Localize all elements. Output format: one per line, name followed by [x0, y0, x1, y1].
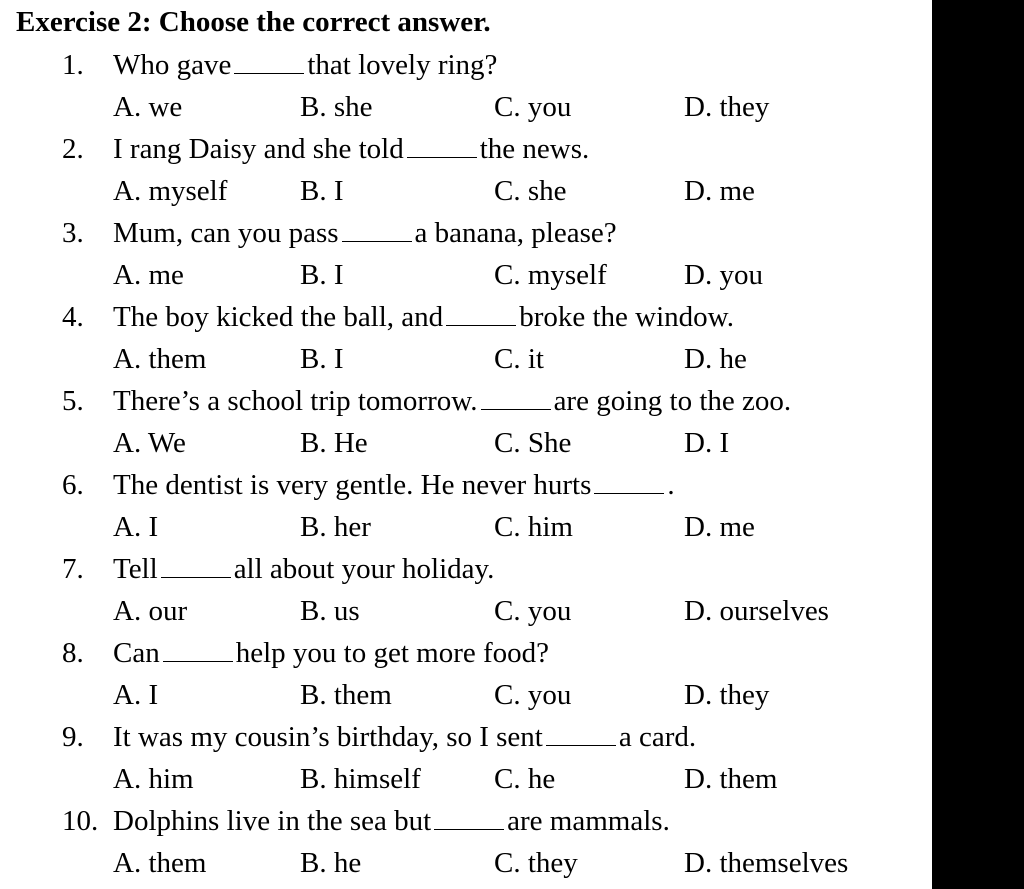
option-d: D. he: [684, 343, 747, 375]
question-number: 5.: [62, 385, 84, 417]
option-b: B. he: [300, 847, 362, 879]
option-c: C. they: [494, 847, 578, 879]
question-text: [113, 548, 494, 590]
question-7: [0, 548, 932, 632]
question-text-after: .: [667, 469, 675, 501]
question-text-after: help you to get more food?: [235, 637, 549, 669]
question-text-before: Can: [113, 637, 160, 669]
question-number: 8.: [62, 637, 84, 669]
option-d: D. themselves: [684, 847, 849, 879]
option-d: D. them: [684, 763, 778, 795]
option-d: D. they: [684, 679, 770, 711]
answer-blank: [434, 801, 504, 830]
question-text-before: I rang Daisy and she told: [113, 133, 404, 165]
option-a: A. we: [113, 91, 183, 123]
question-1: [0, 44, 932, 128]
question-8: [0, 632, 932, 716]
option-d: D. I: [684, 427, 730, 459]
answer-blank: [342, 213, 412, 242]
question-2: [0, 128, 932, 212]
question-text: [113, 128, 589, 170]
option-b: B. I: [300, 343, 344, 375]
question-text-before: Who gave: [113, 49, 232, 81]
question-text: [113, 44, 497, 86]
question-text-before: Mum, can you pass: [113, 217, 339, 249]
question-9: [0, 716, 932, 800]
question-number: 6.: [62, 469, 84, 501]
option-a: A. We: [113, 427, 186, 459]
question-text: [113, 296, 734, 338]
option-d: D. ourselves: [684, 595, 829, 627]
question-number: 4.: [62, 301, 84, 333]
answer-blank: [546, 717, 616, 746]
question-text-before: The boy kicked the ball, and: [113, 301, 444, 333]
answer-blank: [161, 549, 231, 578]
question-text-after: are mammals.: [507, 805, 670, 837]
option-b: B. them: [300, 679, 392, 711]
question-text-before: The dentist is very gentle. He never hurts: [113, 469, 592, 501]
question-text-after: a card.: [618, 721, 697, 753]
question-text-before: Tell: [113, 553, 158, 585]
option-c: C. it: [494, 343, 544, 375]
question-text-before: It was my cousin’s birthday, so I sent: [113, 721, 543, 753]
option-b: B. her: [300, 511, 371, 543]
option-d: D. me: [684, 175, 755, 207]
option-c: C. you: [494, 679, 572, 711]
option-b: B. He: [300, 427, 368, 459]
question-4: [0, 296, 932, 380]
question-text: [113, 632, 549, 674]
question-number: 7.: [62, 553, 84, 585]
question-text: [113, 380, 791, 422]
option-b: B. us: [300, 595, 360, 627]
option-c: C. you: [494, 91, 572, 123]
question-number: 10.: [62, 805, 99, 837]
question-number: 9.: [62, 721, 84, 753]
option-a: A. them: [113, 847, 207, 879]
answer-blank: [234, 45, 304, 74]
question-text-after: are going to the zoo.: [553, 385, 792, 417]
question-text-after: the news.: [479, 133, 590, 165]
answer-blank: [594, 465, 664, 494]
option-c: C. he: [494, 763, 556, 795]
question-text-after: a banana, please?: [414, 217, 617, 249]
question-5: [0, 380, 932, 464]
exercise-title: Exercise 2: Choose the correct answer.: [16, 6, 491, 38]
question-number: 3.: [62, 217, 84, 249]
option-b: B. himself: [300, 763, 421, 795]
option-a: A. I: [113, 679, 159, 711]
option-d: D. you: [684, 259, 763, 291]
answer-blank: [407, 129, 477, 158]
question-3: [0, 212, 932, 296]
question-number: 1.: [62, 49, 84, 81]
option-d: D. me: [684, 511, 755, 543]
question-text: [113, 800, 670, 842]
question-text-after: broke the window.: [519, 301, 734, 333]
option-a: A. our: [113, 595, 188, 627]
option-b: B. I: [300, 259, 344, 291]
option-c: C. She: [494, 427, 572, 459]
question-text: [113, 464, 675, 506]
question-text: [113, 716, 696, 758]
question-text-after: all about your holiday.: [233, 553, 495, 585]
option-a: A. me: [113, 259, 184, 291]
option-b: B. I: [300, 175, 344, 207]
option-c: C. myself: [494, 259, 607, 291]
question-number: 2.: [62, 133, 84, 165]
question-6: [0, 464, 932, 548]
question-10: [0, 800, 932, 884]
question-text: [113, 212, 617, 254]
question-text-before: There’s a school trip tomorrow.: [113, 385, 478, 417]
option-a: A. I: [113, 511, 159, 543]
option-c: C. him: [494, 511, 573, 543]
answer-blank: [446, 297, 516, 326]
option-a: A. him: [113, 763, 194, 795]
option-c: C. you: [494, 595, 572, 627]
question-text-after: that lovely ring?: [307, 49, 498, 81]
option-a: A. myself: [113, 175, 228, 207]
answer-blank: [481, 381, 551, 410]
answer-blank: [163, 633, 233, 662]
option-d: D. they: [684, 91, 770, 123]
question-text-before: Dolphins live in the sea but: [113, 805, 432, 837]
option-c: C. she: [494, 175, 567, 207]
option-a: A. them: [113, 343, 207, 375]
option-b: B. she: [300, 91, 373, 123]
